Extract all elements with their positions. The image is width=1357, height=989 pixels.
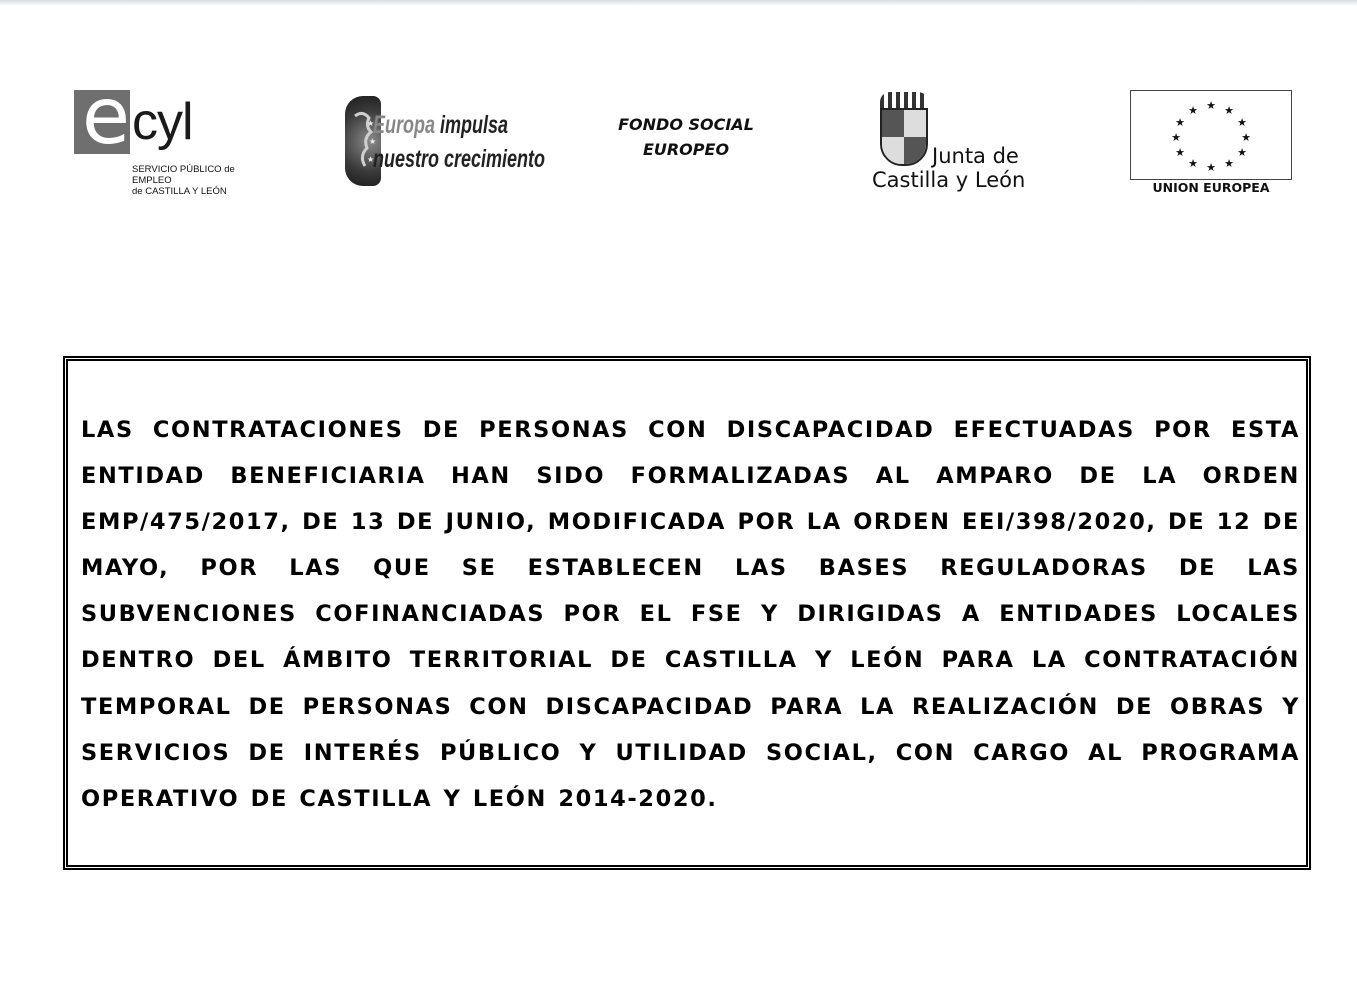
- union-europea-logo: [1128, 88, 1296, 198]
- svg-text:★: ★: [1237, 146, 1247, 159]
- fse-line-2: EUROPEO: [642, 140, 730, 159]
- svg-text:★: ★: [1206, 161, 1216, 174]
- svg-text:★: ★: [1188, 157, 1198, 170]
- svg-text:★: ★: [1206, 99, 1216, 112]
- union-europea-label: UNION EUROPEA: [1152, 180, 1270, 195]
- notice-text: LAS CONTRATACIONES DE PERSONAS CON DISCAPACIDAD EFECTUADAS POR ESTA ENTIDAD BENEFICIARIA HAN SIDO FORMALIZADAS AL AMPARO DE LA ORDEN EMP/475/2017, DE 13 DE JUNIO, MODIFICADA POR LA ORDEN EEI/398/2020, DE 12 DE MAYO, POR LAS QUE SE ESTABLECEN LAS BASES REGULADORAS DE LAS SUBVENCIONES COFINANCIADAS POR EL FSE Y DIRIGIDAS A ENTIDADES LOCALES DENTRO DEL ÁMBITO TERRITORIAL DE CASTILLA Y LEÓN PARA LA CONTRATACIÓN TEMPORAL DE PERSONAS CON DISCAPACIDAD PARA LA REALIZACIÓN DE OBRAS Y SERVICIOS DE INTERÉS PÚBLICO Y UTILIDAD SOCIAL, CON CARGO AL PROGRAMA OPERATIVO DE CASTILLA Y LEÓN 2014-2020.: [81, 417, 1300, 812]
- fse-line-1: FONDO SOCIAL: [618, 115, 754, 134]
- ecyl-logo-box: [74, 72, 130, 162]
- fondo-social-europeo-label: [600, 112, 772, 166]
- svg-text:★: ★: [1175, 116, 1185, 129]
- top-edge: [0, 0, 1357, 6]
- svg-text:★: ★: [367, 155, 375, 164]
- svg-text:★: ★: [1175, 146, 1185, 159]
- junta-castilla-leon-logo: [866, 90, 1036, 196]
- svg-text:★: ★: [1224, 104, 1234, 117]
- eu-stars-icon: [1131, 91, 1291, 179]
- europa-word: Europa: [373, 111, 436, 139]
- svg-text:★: ★: [1188, 104, 1198, 117]
- svg-text:★: ★: [1224, 157, 1234, 170]
- ecyl-logo-e: e: [82, 72, 130, 162]
- svg-text:★: ★: [369, 137, 377, 146]
- europa-impulsa-text: [373, 108, 545, 176]
- ecyl-logo: [72, 72, 272, 197]
- svg-text:★: ★: [1237, 116, 1247, 129]
- junta-line-1: Junta de: [932, 144, 1019, 168]
- notice-box: [63, 356, 1311, 870]
- coat-of-arms-icon: [880, 108, 928, 166]
- ecyl-logo-name: cyl: [132, 93, 193, 151]
- ecyl-logo-subtitle: SERVICIO PÚBLICO de EMPLEO de CASTILLA Y LEÓN: [132, 164, 235, 197]
- eu-flag: [1130, 90, 1292, 180]
- nuestro-crecimiento-text: nuestro crecimiento: [373, 145, 546, 173]
- svg-text:★: ★: [1241, 131, 1251, 144]
- junta-line-2: Castilla y León: [872, 168, 1026, 192]
- europa-impulsa-logo: [343, 94, 546, 190]
- svg-text:★: ★: [367, 119, 375, 128]
- svg-text:★: ★: [1171, 131, 1181, 144]
- impulsa-word: impulsa: [440, 111, 509, 139]
